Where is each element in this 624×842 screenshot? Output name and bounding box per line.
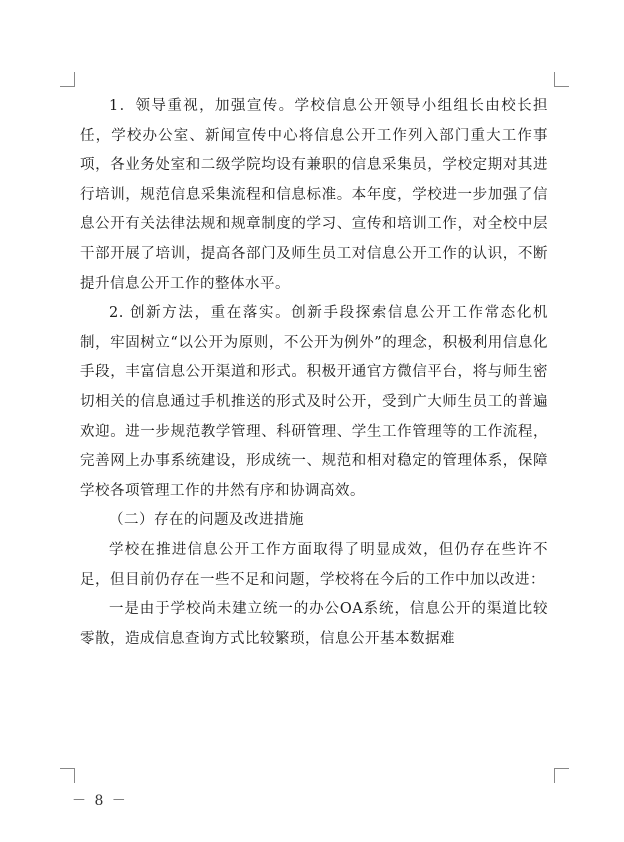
paragraph-innovation: 2. 创新方法，重在落实。创新手段探索信息公开工作常态化机制，牢固树立“以公开为原则，不公开为例外”的理念，积极利用信息化手段，丰富信息公开渠道和形式。积极开通官方微信平台，将与师生密切相关的信息通过手机推送的形式及时公开，受到广大师生员工的普遍欢迎。进一步规范教学管理、科研管理、学生工作管理等的工作流程，完善网上办事系统建设，形成统一、规范和相对稳定的管理体系，保障学校各项管理工作的井然有序和协调高效。 — [80, 305, 548, 499]
page-number: － 8 － — [72, 793, 128, 809]
document-body — [80, 92, 548, 654]
crop-mark-bottom-left — [60, 768, 75, 783]
crop-mark-top-right — [554, 72, 569, 87]
crop-mark-bottom-right — [554, 768, 569, 783]
paragraph-problems-intro: 学校在推进信息公开工作方面取得了明显成效，但仍存在些许不足，但目前仍存在一些不足和问题，学校将在今后的工作中加以改进： — [80, 541, 548, 588]
crop-mark-top-left — [60, 72, 75, 87]
section-heading: （二）存在的问题及改进措施 — [109, 512, 304, 529]
paragraph-leadership: 1．领导重视，加强宣传。学校信息公开领导小组组长由校长担任，学校办公室、新闻宣传中心将信息公开工作列入部门重大工作事项，各业务处室和二级学院均设有兼职的信息采集员，学校定期对其进行培训，规范信息采集流程和信息标准。本年度，学校进一步加强了信息公开有关法律法规和规章制度的学习、宣传和培训工作，对全校中层干部开展了培训，提高各部门及师生员工对信息公开工作的认识，不断提升信息公开工作的整体水平。 — [80, 98, 548, 292]
paragraph-problem-one: 一是由于学校尚未建立统一的办公OA系统，信息公开的渠道比较零散，造成信息查询方式比较繁琐，信息公开基本数据难 — [80, 601, 548, 647]
